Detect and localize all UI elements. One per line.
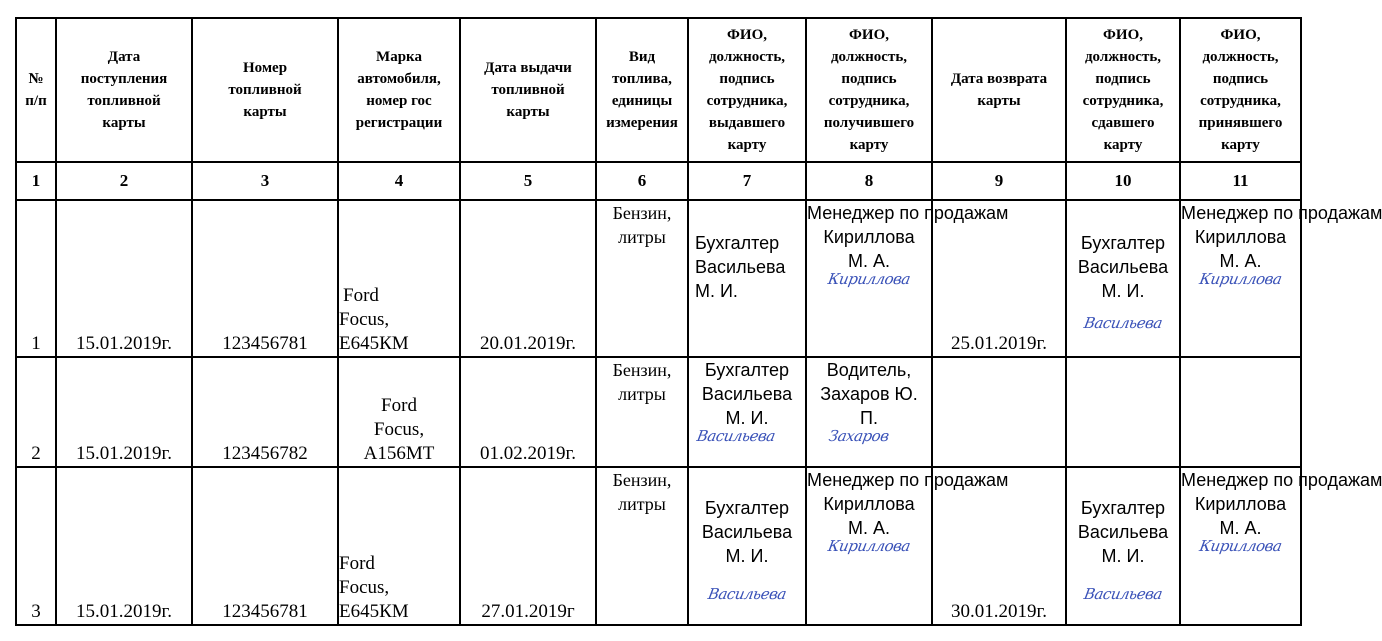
signature-vasilyeva: Васильева [1082, 585, 1164, 603]
column-number: 11 [1180, 162, 1301, 200]
received-by-name: Кириллова [823, 227, 915, 247]
issue-date: 20.01.2019г. [460, 200, 596, 357]
car-plate: А156МТ [363, 443, 435, 464]
car-model-line2: Focus, [339, 309, 390, 330]
returned-by-initials: М. И. [1101, 546, 1145, 566]
accepted-by-name: Кириллова [1194, 227, 1287, 247]
issue-date: 01.02.2019г. [460, 357, 596, 467]
header-return-date: Дата возврата карты [932, 18, 1066, 162]
received-by-initials: М. А. [847, 251, 890, 271]
column-number: 7 [688, 162, 806, 200]
issued-by-cell [688, 357, 806, 467]
header-accepted-by: ФИО, должность, подпись сотрудника, принявшего карту [1180, 18, 1301, 162]
header-issued-by: ФИО, должность, подпись сотрудника, выдавшего карту [688, 18, 806, 162]
column-number: 3 [192, 162, 338, 200]
returned-by-cell [1066, 357, 1180, 467]
header-card-number: Номер топливной карты [192, 18, 338, 162]
signature-kirillova: Кириллова [826, 537, 912, 555]
returned-by-initials: М. И. [1101, 281, 1145, 301]
issued-by-name: Васильева [701, 522, 793, 542]
column-number: 1 [16, 162, 56, 200]
header-returned-by: ФИО, должность, подпись сотрудника, сдавшего карту [1066, 18, 1180, 162]
car-cell [338, 357, 460, 467]
received-by-name: Кириллова [823, 494, 915, 514]
accepted-by-cell [1180, 357, 1301, 467]
issued-by-initials: М. И. [725, 546, 769, 566]
header-car: Марка автомобиля, номер гос регистрации [338, 18, 460, 162]
return-date [932, 357, 1066, 467]
car-cell [338, 200, 460, 357]
fuel-type: Бензин, литры [596, 467, 688, 625]
car-model: Ford [381, 395, 417, 416]
column-number: 6 [596, 162, 688, 200]
issued-by-title: Бухгалтер [704, 360, 790, 380]
accepted-by-name: Кириллова [1194, 494, 1287, 514]
signature-zakharov: Захаров [827, 427, 891, 445]
received-by-title: Менеджер по продажам [807, 203, 1009, 223]
issue-date: 27.01.2019г [460, 467, 596, 625]
received-by-name: Захаров Ю. [820, 384, 918, 404]
car-model-line2: Focus, [373, 419, 425, 440]
fuel-card-log-table [15, 17, 1382, 626]
table-row [16, 200, 1301, 357]
signature-vasilyeva: Васильева [1082, 314, 1164, 332]
issued-by-initials: М. И. [725, 408, 769, 428]
car-model: Ford [343, 285, 379, 306]
signature-kirillova: Кириллова [1197, 537, 1284, 555]
column-number: 9 [932, 162, 1066, 200]
column-number: 4 [338, 162, 460, 200]
return-date: 25.01.2019г. [932, 200, 1066, 357]
signature-kirillova: Кириллова [1197, 270, 1284, 288]
fuel-type: Бензин, литры [596, 357, 688, 467]
header-row [16, 18, 1301, 162]
accepted-by-initials: М. А. [1219, 518, 1262, 538]
received-by-title: Менеджер по продажам [807, 470, 1009, 490]
row-number: 1 [16, 200, 56, 357]
issued-by-name: Васильева [695, 257, 786, 277]
column-number: 8 [806, 162, 932, 200]
received-by-cell [806, 357, 932, 467]
signature-vasilyeva: Васильева [706, 585, 788, 603]
returned-by-cell [1066, 467, 1180, 625]
car-plate: Е645КМ [339, 333, 409, 354]
fuel-card-log-sheet [15, 17, 1382, 624]
row-number: 3 [16, 467, 56, 625]
accepted-by-initials: М. А. [1219, 251, 1262, 271]
car-model: Ford [339, 553, 375, 574]
table-row [16, 467, 1301, 625]
issued-by-name: Васильева [701, 384, 793, 404]
issued-by-cell [688, 467, 806, 625]
table-row [16, 357, 1301, 467]
accepted-by-cell [1180, 200, 1382, 357]
header-issue-date: Дата выдачи топливной карты [460, 18, 596, 162]
accepted-by-title: Менеджер по продажам [1181, 470, 1382, 490]
header-row-number: № п/п [16, 18, 56, 162]
received-by-initials: М. А. [847, 518, 890, 538]
header-received-by: ФИО, должность, подпись сотрудника, получившего карту [806, 18, 932, 162]
column-number: 10 [1066, 162, 1180, 200]
issued-by-title: Бухгалтер [704, 498, 790, 518]
signature-vasilyeva: Васильева [695, 427, 777, 445]
returned-by-name: Васильева [1077, 522, 1169, 542]
column-number: 2 [56, 162, 192, 200]
car-plate: Е645КМ [339, 601, 409, 622]
accepted-by-cell [1180, 467, 1382, 625]
received-by-initials: П. [860, 408, 878, 428]
signature-kirillova: Кириллова [826, 270, 912, 288]
car-cell [338, 467, 460, 625]
column-number-row [16, 162, 1301, 200]
issued-by-title: Бухгалтер [695, 233, 780, 253]
fuel-type: Бензин, литры [596, 200, 688, 357]
car-model-line2: Focus, [339, 577, 390, 598]
return-date: 30.01.2019г. [932, 467, 1066, 625]
received-date: 15.01.2019г. [56, 467, 192, 625]
accepted-by-title: Менеджер по продажам [1181, 203, 1382, 223]
header-fuel-type: Вид топлива, единицы измерения [596, 18, 688, 162]
received-date: 15.01.2019г. [56, 357, 192, 467]
card-number: 123456781 [192, 200, 338, 357]
header-received-date: Дата поступления топливной карты [56, 18, 192, 162]
received-date: 15.01.2019г. [56, 200, 192, 357]
row-number: 2 [16, 357, 56, 467]
received-by-title: Водитель, [826, 360, 912, 380]
issued-by-cell [688, 200, 806, 357]
card-number: 123456782 [192, 357, 338, 467]
card-number: 123456781 [192, 467, 338, 625]
column-number: 5 [460, 162, 596, 200]
returned-by-name: Васильева [1077, 257, 1169, 277]
returned-by-cell [1066, 200, 1180, 357]
issued-by-initials: М. И. [695, 281, 738, 301]
returned-by-title: Бухгалтер [1080, 498, 1166, 518]
returned-by-title: Бухгалтер [1080, 233, 1166, 253]
